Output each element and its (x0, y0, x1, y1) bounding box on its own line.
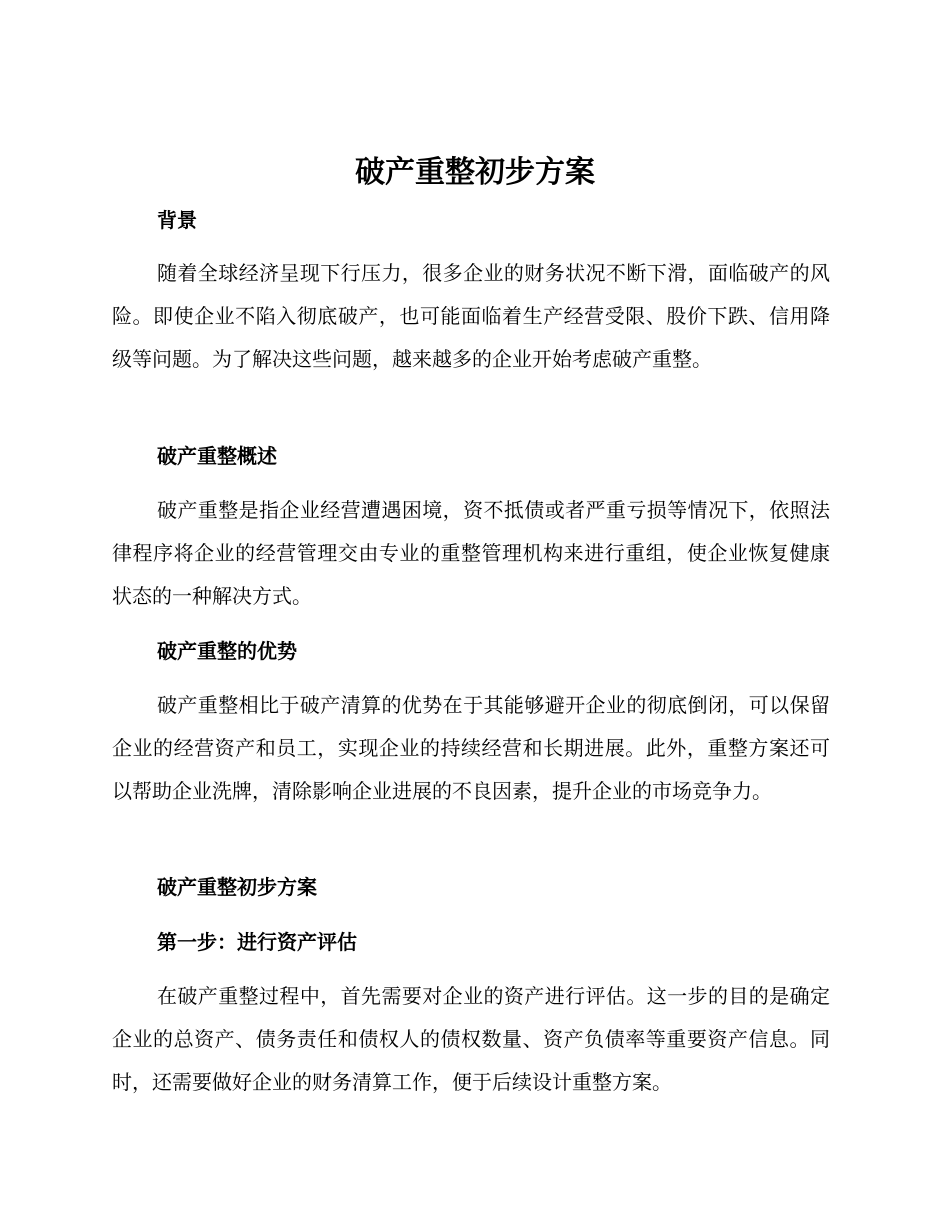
section-heading-overview: 破产重整概述 (157, 444, 277, 468)
section-paragraph-step-one: 在破产重整过程中，首先需要对企业的资产进行评估。这一步的目的是确定企业的总资产、债务责任和债权人的债权数量、资产负债率等重要资产信息。同时，还需要做好企业的财务清算工作，便于后续设计重整方案。 (112, 984, 830, 1094)
document-title: 破产重整初步方案 (355, 155, 595, 190)
section-paragraph-overview: 破产重整是指企业经营遭遇困境，资不抵债或者严重亏损等情况下，依照法律程序将企业的经营管理交由专业的重整管理机构来进行重组，使企业恢复健康状态的一种解决方式。 (112, 498, 830, 608)
section-heading-step-one: 第一步：进行资产评估 (157, 930, 357, 954)
section-heading-background: 背景 (157, 208, 197, 232)
section-heading-plan: 破产重整初步方案 (157, 875, 317, 899)
section-heading-advantages: 破产重整的优势 (157, 639, 297, 663)
section-paragraph-background: 随着全球经济呈现下行压力，很多企业的财务状况不断下滑，面临破产的风险。即使企业不陷入彻底破产，也可能面临着生产经营受限、股价下跌、信用降级等问题。为了解决这些问题，越来越多的企业开始考虑破产重整。 (112, 261, 830, 371)
section-paragraph-advantages: 破产重整相比于破产清算的优势在于其能够避开企业的彻底倒闭，可以保留企业的经营资产和员工，实现企业的持续经营和长期进展。此外，重整方案还可以帮助企业洗牌，清除影响企业进展的不良因素，提升企业的市场竞争力。 (112, 693, 830, 803)
